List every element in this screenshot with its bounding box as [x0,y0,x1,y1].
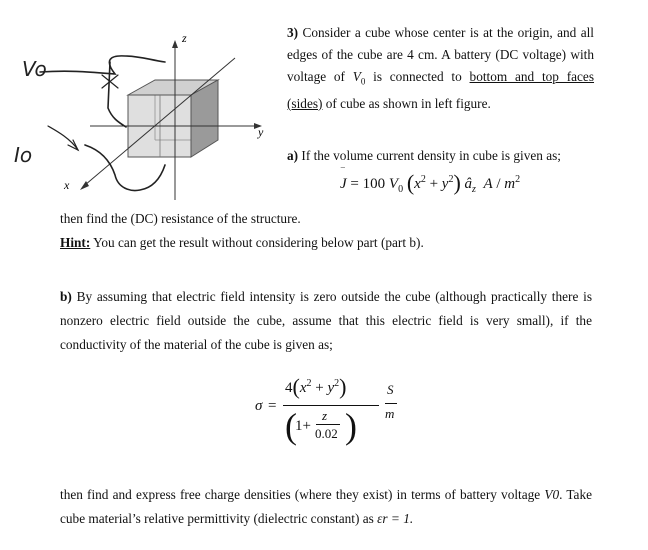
hint-label: Hint: [60,235,91,250]
final-line-2: cube material’s relative permittivity (dielectric constant) as εr = 1. [60,511,414,526]
part-b-line-1: b) By assuming that electric field intensity is zero outside the cube (although practically there is [60,289,592,304]
part-a-question: a) If the volume current density in cube is given as; [287,148,561,163]
final-line-1: then find and express free charge densities (where they exist) in terms of battery voltage V0. Take [60,487,593,502]
intro-line-2: edges of the cube are 4 cm. A battery (DC voltage) with [287,47,594,62]
sides-text: (sides) [287,95,323,111]
part-b-line-3: conductivity of the material of the cube is given as; [60,337,333,352]
z-arrow [172,40,178,48]
conductivity-equation: σ = $4(x^2 + y^2)$ ( 1+ z 0.02 ) S m [255,376,405,456]
part-a-label: a) [287,148,299,163]
cube-figure [0,0,290,205]
part-a-then: then find the (DC) resistance of the structure. [60,211,301,226]
intro-line-4: (sides) of cube as shown in left figure. [287,95,491,111]
z-axis-label: z [182,31,187,45]
handwritten-io: Io [14,143,33,167]
final-vo: V0 [544,487,560,502]
hint-line: Hint: You can get the result without considering below part (part b). [60,235,424,250]
epsilon-eq: εr = 1. [377,511,414,526]
y-axis-label: y [258,125,264,139]
x-axis-label: x [64,178,70,192]
problem-intro [287,22,594,115]
final-text [60,483,592,531]
current-density-equation: J ‾ = 100 $V_0$ $(x^2 + y^2)$ $â_z$ A / $m^2$ [340,167,521,195]
part-b-line-2: nonzero electric field outside the cube, assume that this electric field is very small), if the [60,313,592,328]
problem-number: 3) [287,25,299,40]
part-b-text [60,285,592,357]
faces-text: bottom and top faces [469,69,595,84]
intro-line-3: voltage of $V_0$ is connected to bottom and top faces [287,69,595,87]
intro-line-1: 3) Consider a cube whose center is at the origin, and all [287,25,595,40]
part-b-label: b) [60,289,72,304]
handwritten-vo: Vo [22,57,47,81]
